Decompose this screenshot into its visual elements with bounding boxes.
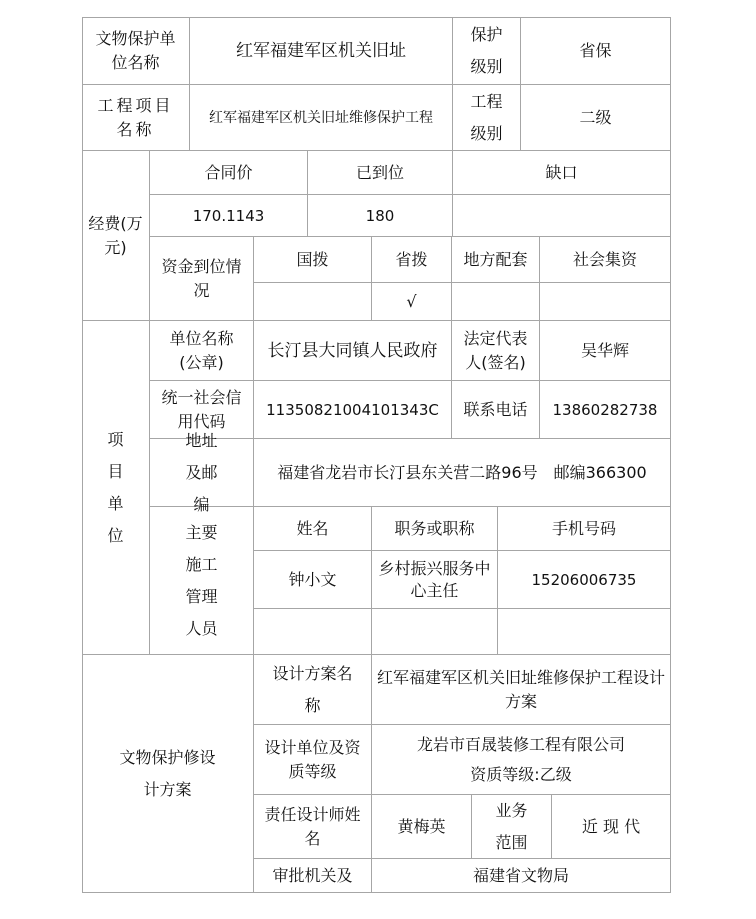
national-header: 国拨 [254, 237, 372, 283]
legal-rep-value: 吴华辉 [540, 321, 671, 381]
manager-title-header: 职务或职称 [372, 507, 498, 551]
project-unit-label: 项目单位 [82, 321, 150, 655]
scope-value: 近 现 代 [552, 795, 671, 859]
designer-label: 责任设计师姓名 [254, 795, 372, 859]
local-value [452, 283, 540, 321]
received-header: 已到位 [308, 151, 453, 195]
table-cell [254, 609, 372, 655]
construction-managers-label: 主要施工管理人员 [150, 507, 254, 655]
local-header: 地方配套 [452, 237, 540, 283]
credit-code-value: 11350821004101343C [254, 381, 452, 439]
protection-level-value: 省保 [521, 17, 671, 85]
phone-label: 联系电话 [452, 381, 540, 439]
manager-name: 钟小文 [254, 551, 372, 609]
phone-value: 13860282738 [540, 381, 671, 439]
design-plan-label: 文物保护修设计方案 [82, 655, 254, 893]
designer-value: 黄梅英 [372, 795, 472, 859]
manager-name-header: 姓名 [254, 507, 372, 551]
design-unit-label: 设计单位及资质等级 [254, 725, 372, 795]
unit-name-label: 单位名称(公章) [150, 321, 254, 381]
gap-header: 缺口 [453, 151, 671, 195]
provincial-header: 省拨 [372, 237, 452, 283]
address-label: 地址及邮编 [150, 439, 254, 507]
plan-name-label: 设计方案名称 [254, 655, 372, 725]
heritage-unit-name-label: 文物保护单位名称 [82, 17, 190, 85]
table-cell [498, 609, 671, 655]
design-unit-value [372, 725, 671, 795]
project-name-label: 工程项目名称 [82, 85, 190, 151]
project-level-label: 工程级别 [453, 85, 521, 151]
received-value: 180 [308, 195, 453, 237]
national-value [254, 283, 372, 321]
unit-name-value: 长汀县大同镇人民政府 [254, 321, 452, 381]
funding-label: 经费(万元) [82, 151, 150, 321]
plan-name-value: 红军福建军区机关旧址维修保护工程设计方案 [372, 655, 671, 725]
protection-level-label: 保护级别 [453, 17, 521, 85]
address-value: 福建省龙岩市长汀县东关营二路96号 邮编366300 [254, 439, 671, 507]
design-unit-grade: 资质等级:乙级 [470, 764, 572, 784]
legal-rep-label: 法定代表人(签名) [452, 321, 540, 381]
contract-price-value: 170.1143 [150, 195, 308, 237]
provincial-value: √ [372, 283, 452, 321]
approval-value: 福建省文物局 [372, 859, 671, 893]
design-unit-name: 龙岩市百晟装修工程有限公司 [416, 734, 625, 754]
gap-value [453, 195, 671, 237]
scope-label: 业务范围 [472, 795, 552, 859]
social-value [540, 283, 671, 321]
project-name-value: 红军福建军区机关旧址维修保护工程 [190, 85, 453, 151]
approval-label: 审批机关及 [254, 859, 372, 893]
project-level-value: 二级 [521, 85, 671, 151]
manager-title: 乡村振兴服务中心主任 [372, 551, 498, 609]
table-cell [372, 609, 498, 655]
funding-status-label: 资金到位情况 [150, 237, 254, 321]
heritage-unit-name-value: 红军福建军区机关旧址 [190, 17, 453, 85]
manager-mobile: 15206006735 [498, 551, 671, 609]
credit-code-label: 统一社会信用代码 [150, 381, 254, 439]
social-header: 社会集资 [540, 237, 671, 283]
manager-mobile-header: 手机号码 [498, 507, 671, 551]
contract-price-header: 合同价 [150, 151, 308, 195]
